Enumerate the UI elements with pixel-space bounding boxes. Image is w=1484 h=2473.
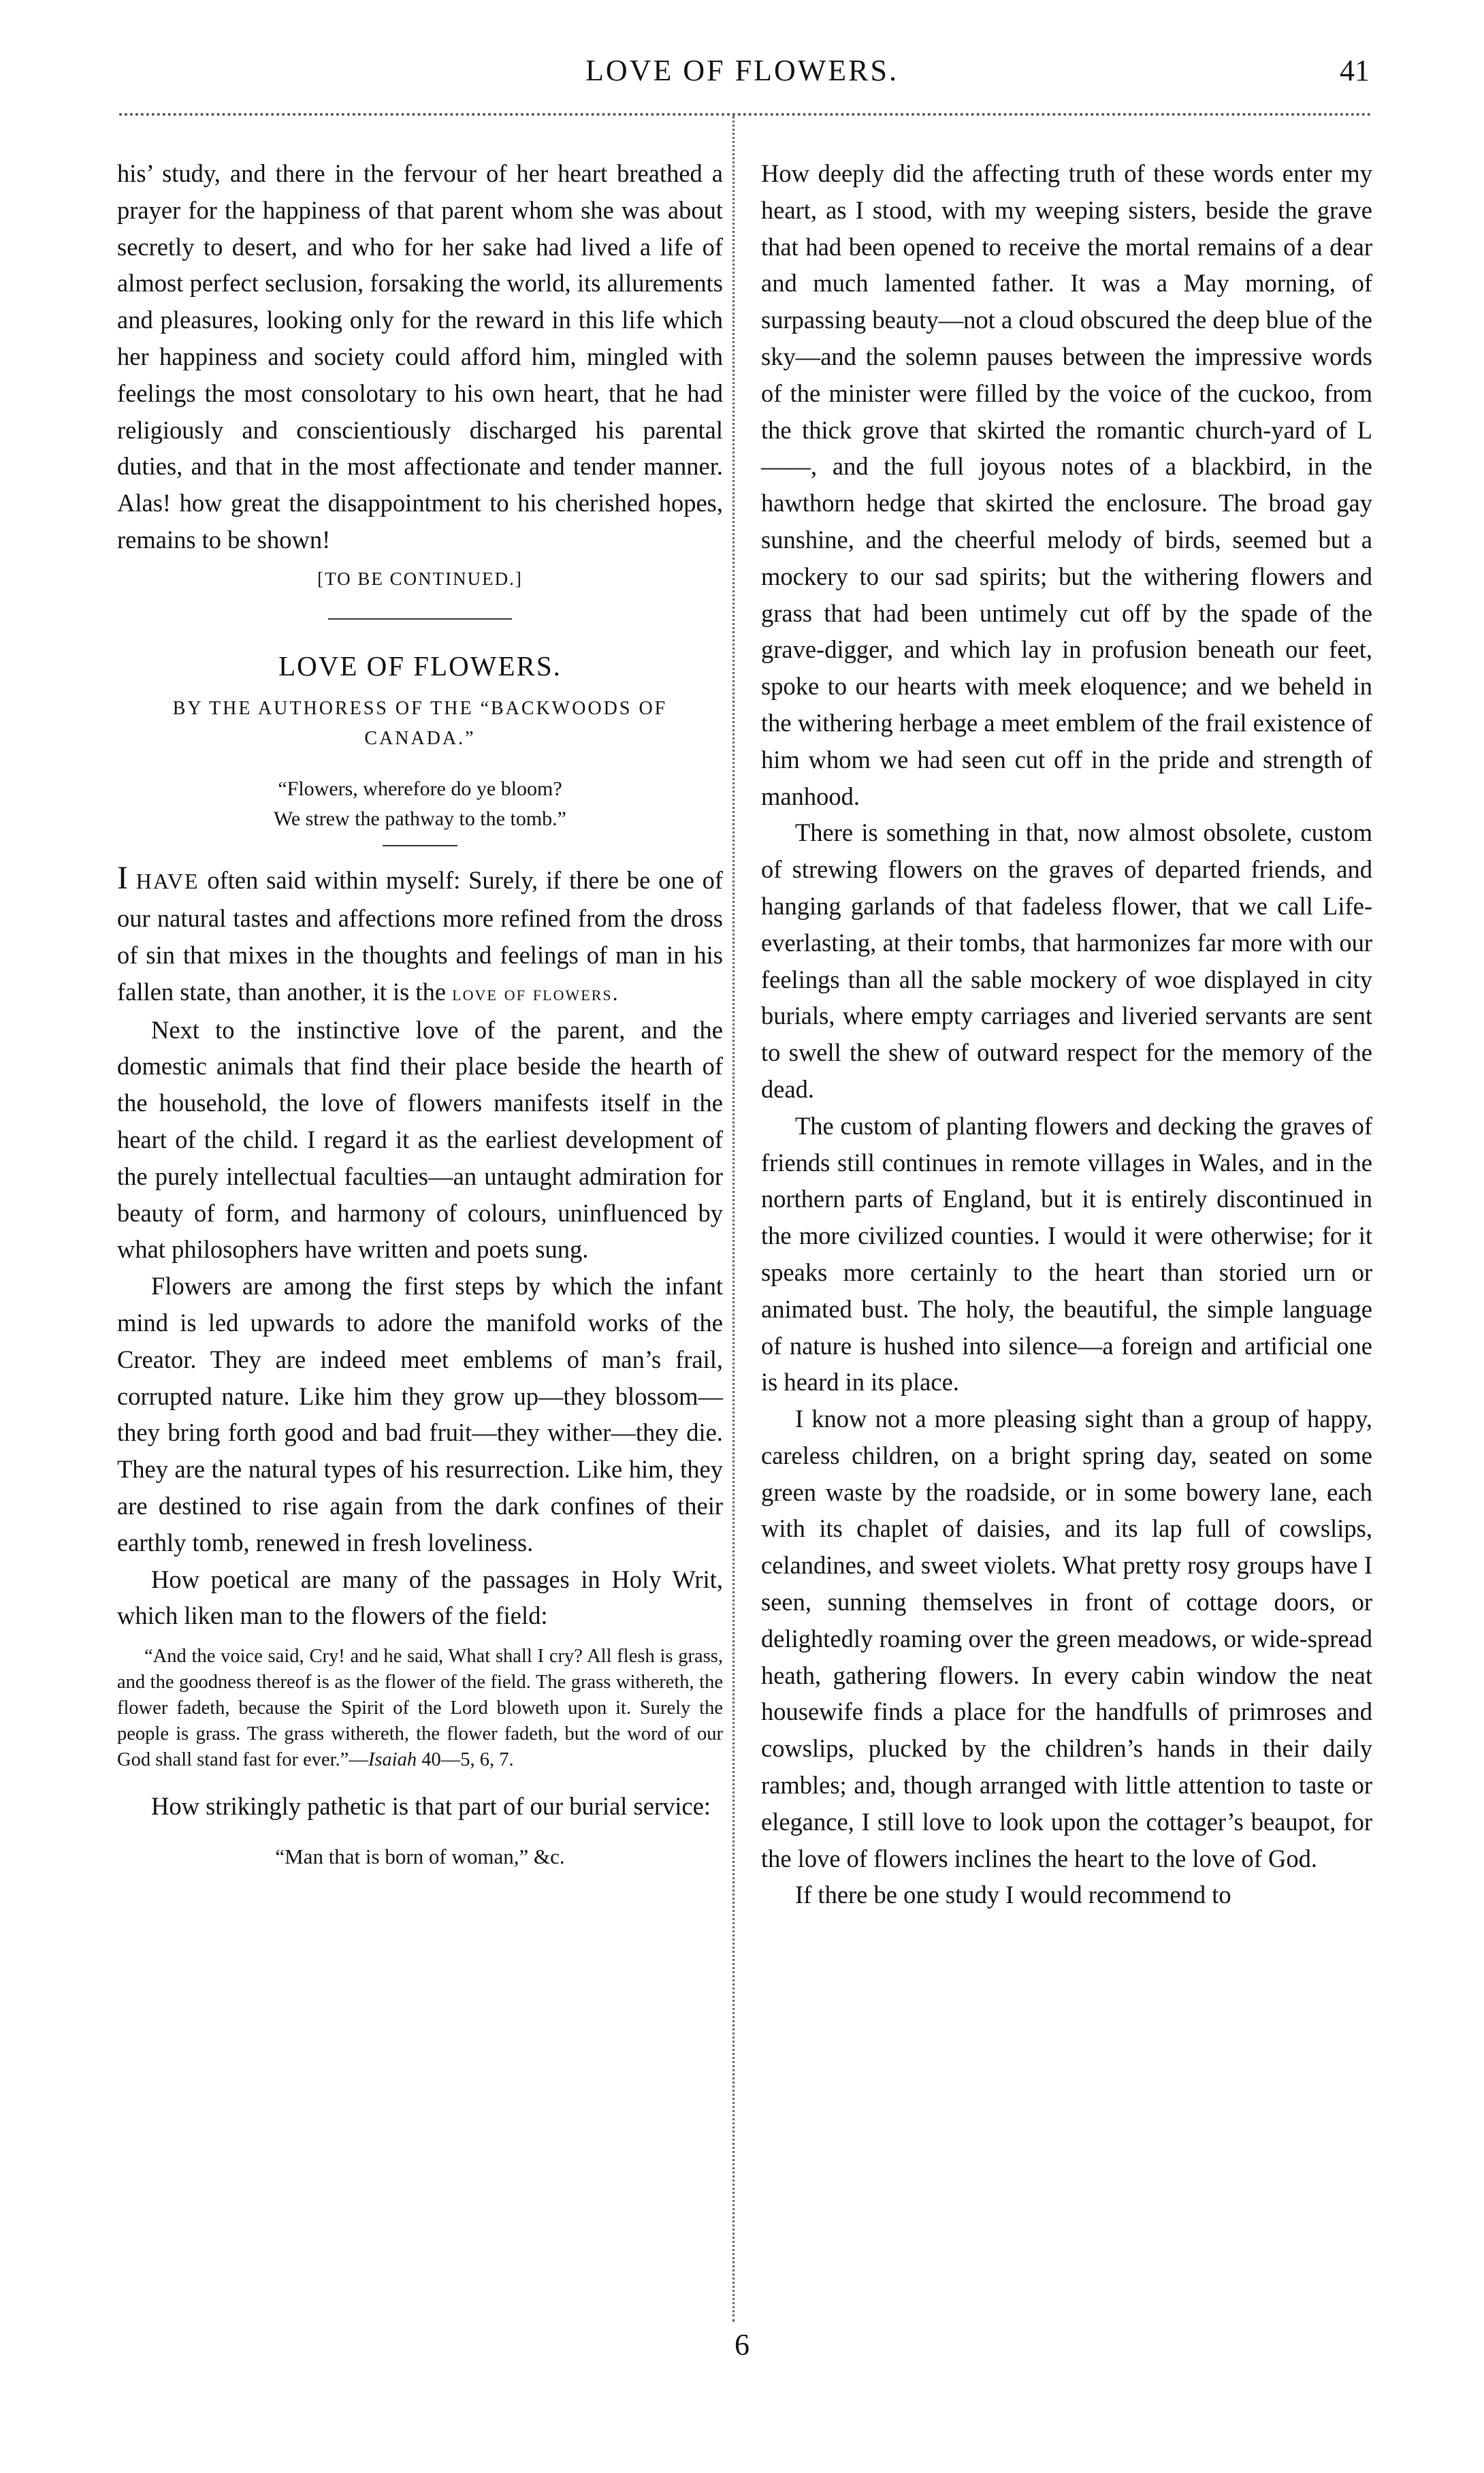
article-title: LOVE OF FLOWERS. <box>278 650 562 682</box>
epigraph-line: We strew the pathway to the tomb.” <box>274 808 566 831</box>
scripture-quote <box>117 1644 723 1773</box>
quote-citation: Isaiah <box>368 1749 417 1771</box>
paragraph <box>117 860 723 1011</box>
to-be-continued: [TO BE CONTINUED.] <box>317 568 523 589</box>
paragraph: How strikingly pathetic is that part of our burial service: <box>151 1792 711 1821</box>
paragraph: How poetical are many of the passages in Holy Writ, which liken man to the flowers of the field: <box>117 1565 723 1630</box>
running-title: LOVE OF FLOWERS. <box>585 54 899 87</box>
paragraph: Flowers are among the first steps by which the infant mind is led upwards to adore the manifold works of the Creator. They are indeed meet emblems of man’s frail, corrupted nature. Like him they grow up—they blossom—they bring forth good and bad fruit—they wither—they die. They are the natural types of his resurrection. Like him, they are destined to rise again from the dark confines of their earthly tomb, renewed in fresh loveliness. <box>117 1272 723 1557</box>
column-divider <box>732 116 735 2322</box>
emphasis-text: love of flowers. <box>452 980 619 1005</box>
epigraph-rule <box>383 845 457 846</box>
epigraph-line: “Flowers, wherefore do ye bloom? <box>278 778 562 801</box>
left-column <box>117 155 723 1875</box>
continuation-paragraph: his’ study, and there in the fervour of her heart breathed a prayer for the happiness of that parent whom she was about secretly to desert, and who for her sake had lived a life of almost perfect seclusion, forsaking the world, its allurements and pleasures, looking only for the reward in this life which her happiness and society could afford him, mingled with feelings the most consolotary to his own heart, that he had religiously and conscientiously discharged his parental duties, and that in the most affectionate and tender manner. Alas! how great the disappointment to his cherished hopes, remains to be shown! <box>117 159 723 554</box>
paragraph: How deeply did the affecting truth of these words enter my heart, as I stood, with my weeping sisters, beside the grave that had been opened to receive the mortal remains of a dear and much lamented father. It was a May morning, of surpassing beauty—not a cloud obscured the deep blue of the sky—and the solemn pauses between the impressive words of the minister were filled by the voice of the cuckoo, from the thick grove that skirted the romantic church-yard of L——, and the full joyous notes of a blackbird, in the hawthorn hedge that skirted the enclosure. The broad gay sunshine, and the cheerful melody of birds, seemed but a mockery to our sad spirits; but the withering flowers and grass that had been untimely cut off by the spade of the grave-digger, and which lay in profusion beneath our feet, spoke to our hearts with meek eloquence; and we beheld in the withering herbage a meet emblem of the frail existence of him whom we had seen cut off in the pride and strength of manhood. <box>761 159 1372 810</box>
burial-service-quote: “Man that is born of woman,” &c. <box>275 1844 565 1868</box>
paragraph: I know not a more pleasing sight than a group of happy, careless children, on a bright spring day, seated on some green waste by the roadside, or in some bowery lane, each with its chaplet of daisies, and its lap full of cowslips, celandines, and sweet violets. What pretty rosy groups have I seen, sunning themselves in front of cottage doors, or delightedly roaming over the green meadows, or wide-spread heath, gathering flowers. In every cabin window the neat housewife finds a place for the handfulls of primroses and cowslips, plucked by the children’s hands in their daily rambles; and, though arranged with little attention to taste or elegance, I still love to look upon the cottager’s beaupot, for the love of flowers inclines the heart to the love of God. <box>761 1405 1372 1872</box>
section-rule <box>328 618 512 620</box>
drop-cap: I <box>117 860 128 897</box>
signature-mark: 6 <box>735 2328 749 2361</box>
quote-text: “And the voice said, Cry! and he said, What shall I cry? All flesh is grass, and the goodness thereof is as the flower of the field. The grass withereth, the flower fadeth, because the Spirit of the Lord bloweth upon it. Surely the people is grass. The grass withereth, the flower fadeth, but the word of our God shall stand fast for ever.”— <box>117 1646 723 1771</box>
epigraph <box>117 774 723 834</box>
quote-reference: 40—5, 6, 7. <box>417 1749 514 1771</box>
header-rule <box>119 113 1372 116</box>
right-column <box>761 155 1372 1913</box>
byline: BY THE AUTHORESS OF THE “BACKWOODS OF CANADA.” <box>172 698 668 750</box>
small-caps-opening: HAVE <box>135 869 199 894</box>
paragraph: Next to the instinctive love of the parent, and the domestic animals that find their place beside the hearth of the household, the love of flowers manifests itself in the heart of the child. I regard it as the earliest development of the purely intellectual faculties—an untaught admiration for beauty of form, and harmony of colours, uninfluenced by what philosophers have written and poets sung. <box>117 1015 723 1264</box>
paragraph: If there be one study I would recommend to <box>795 1881 1231 1909</box>
paragraph-text: often said within myself: Surely, if there be one of our natural tastes and affections more refined from the dross of sin that mixes in the thoughts and feelings of man in his fallen state, than another, it is the <box>117 866 724 1006</box>
paragraph: There is something in that, now almost obsolete, custom of strewing flowers on the graves of departed friends, and hanging garlands of that fadeless flower, that we call Life-everlasting, at their tombs, that harmonizes far more with our feelings than all the sable mockery of woe displayed in city burials, where empty carriages and liveried servants are sent to swell the shew of outward respect for the memory of the dead. <box>761 818 1372 1103</box>
paragraph: The custom of planting flowers and decking the graves of friends still continues in remote villages in Wales, and in the northern parts of England, but it is entirely discontinued in the more civilized counties. I would it were otherwise; for it speaks more certainly to the heart than storied urn or animated bust. The holy, the beautiful, the simple language of nature is hushed into silence—a foreign and artificial one is heard in its place. <box>761 1111 1372 1397</box>
page-header <box>0 48 1484 116</box>
page-number: 41 <box>1340 54 1370 87</box>
